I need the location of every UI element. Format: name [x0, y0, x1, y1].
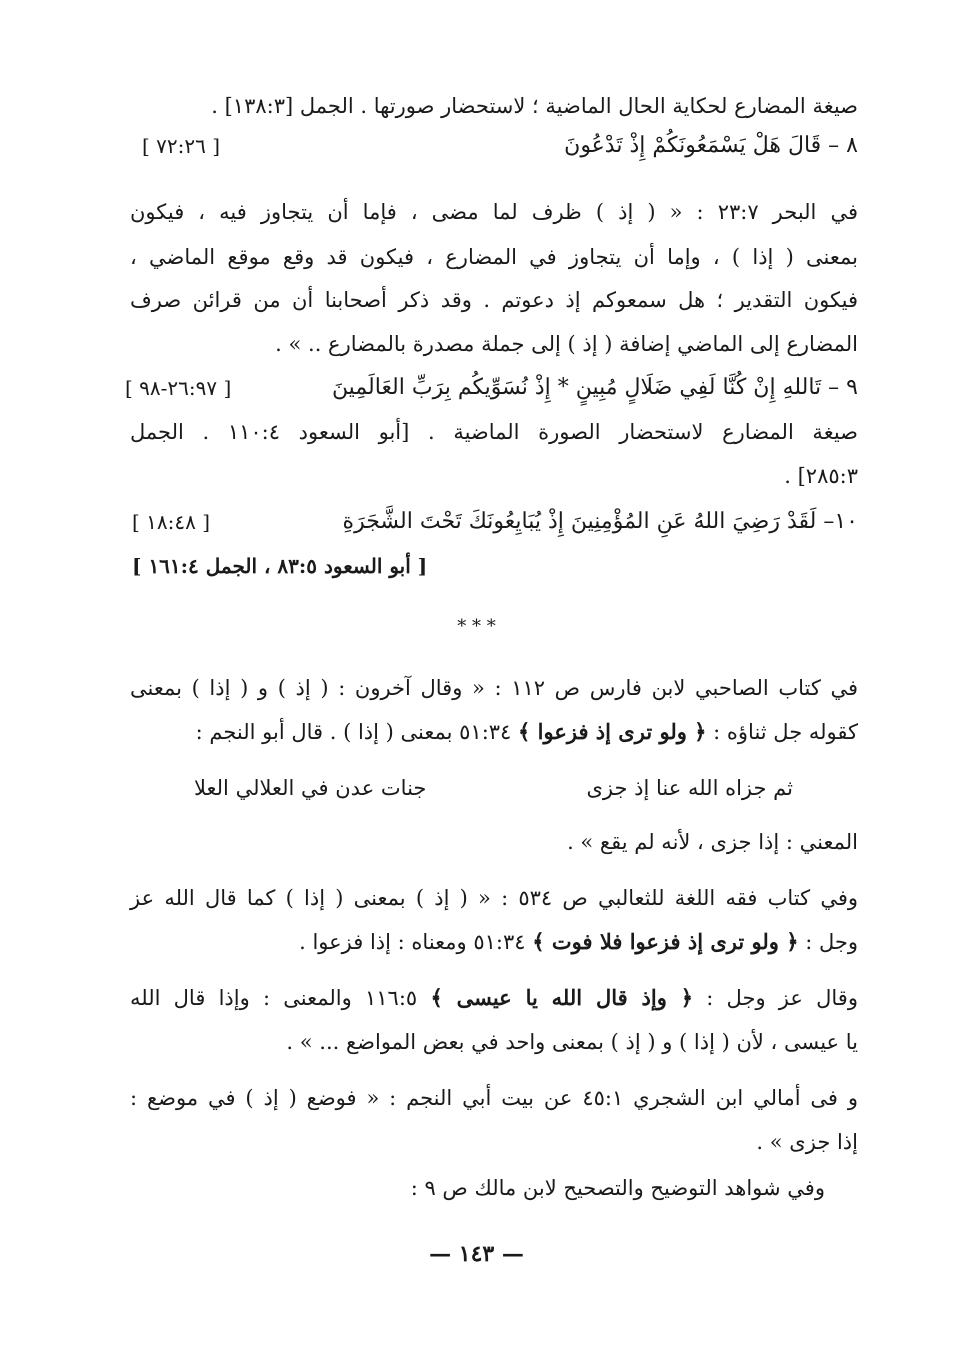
quran-verse-10: ١٠– لَقَدْ رَضِيَ اللهُ عَنِ المُؤْمِنِينَ إِذْ يُبَايِعُونَكَ تَحْتَ الشَّجَرَةِ: [342, 509, 858, 534]
quran-quote: ﴿ ولو ترى إذ فزعوا ﴾: [518, 719, 707, 744]
page-number: — ١٤٣ —: [429, 1241, 524, 1267]
paragraph-4-line-1: وفي كتاب فقه اللغة للثعالبي ص ٥٣٤ : « ( إذ ) بمعنى ( إذا ) كما قال الله عز: [130, 886, 858, 910]
poem-hemistich-first: ثم جزاه الله عنا إذ جزى: [586, 776, 793, 800]
paragraph-4-line-2: [299, 922, 858, 962]
text-segment: ٥١:٣٤ ومعناه : إذا فزعوا .: [299, 930, 533, 954]
text-segment: وجل :: [798, 930, 858, 954]
quran-quote: ﴿ وإذ قال الله يا عيسى ﴾: [430, 985, 694, 1010]
verse-8-reference: [ ٧٢:٢٦ ]: [142, 134, 221, 158]
text-line-1: صيغة المضارع لحكاية الحال الماضية ؛ لاستحضار صورتها . الجمل [١٣٨:٣] .: [211, 94, 858, 118]
text-segment: كقوله جل ثناؤه :: [706, 720, 858, 744]
paragraph-1-line-2: بمعنى ( إذا ) ، وإما أن يتجاوز في المضارع ، فيكون قد وقع موقع الماضي ،: [130, 245, 858, 269]
paragraph-3-line-2: [196, 712, 858, 752]
paragraph-5-line-2: يا عيسى ، لأن ( إذا ) و ( إذ ) بمعنى واحد في بعض المواضع ... » .: [286, 1030, 858, 1054]
text-segment: ٥١:٣٤ بمعنى ( إذا ) . قال أبو النجم :: [195, 720, 519, 744]
verse-9-reference: [ ٢٦:٩٧-٩٨ ]: [125, 376, 232, 400]
verse-10-sources: [ أبو السعود ٨٣:٥ ، الجمل ١٦١:٤ ]: [132, 554, 428, 578]
verse-10-reference: [ ١٨:٤٨ ]: [132, 510, 211, 534]
paragraph-3-line-4: المعني : إذا جزى ، لأنه لم يقع » .: [567, 830, 858, 854]
quran-quote: ﴿ ولو ترى إذ فزعوا فلا فوت ﴾: [532, 929, 799, 954]
paragraph-1-line-4: المضارع إلى الماضي إضافة ( إذ ) إلى جملة مصدرة بالمضارع .. » .: [275, 332, 858, 356]
text-segment: وقال عز وجل :: [693, 986, 858, 1010]
quran-verse-8: ٨ – قَالَ هَلْ يَسْمَعُونَكُمْ إِذْ تَدْعُونَ: [564, 133, 858, 158]
paragraph-1-line-1: في البحر ٢٣:٧ : « ( إذ ) ظرف لما مضى ، فإما أن يتجاوز فيه ، فيكون: [130, 200, 858, 224]
text-segment: ١١٦:٥ والمعنى : وإذا قال الله: [130, 986, 431, 1010]
paragraph-6-line-1: و فى أمالي ابن الشجري ٤٥:١ عن بيت أبي النجم : « فوضع ( إذ ) في موضع :: [130, 1086, 858, 1110]
paragraph-2-line-1: صيغة المضارع لاستحضار الصورة الماضية . [أبو السعود ١١٠:٤ . الجمل: [130, 420, 858, 444]
paragraph-3-line-1: في كتاب الصاحبي لابن فارس ص ١١٢ : « وقال آخرون : ( إذ ) و ( إذا ) بمعنى: [130, 676, 859, 700]
quran-verse-9: ٩ – تَاللهِ إِنْ كُنَّا لَفِي ضَلَالٍ مُبِينٍ * إِذْ نُسَوِّيكُم بِرَبِّ العَالَمِينَ: [331, 375, 858, 400]
section-separator-stars: * * *: [457, 616, 496, 637]
paragraph-1-line-3: فيكون التقدير ؛ هل سمعوكم إذ دعوتم . وقد ذكر أصحابنا أن من قرائن صرف: [130, 288, 858, 312]
paragraph-6-line-2: إذا جزى » .: [756, 1130, 858, 1154]
poem-hemistich-second: جنات عدن في العلالي العلا: [194, 776, 427, 800]
paragraph-7-line-1: وفي شواهد التوضيح والتصحيح لابن مالك ص ٩ :: [410, 1176, 825, 1200]
paragraph-5-line-1: [130, 978, 858, 1018]
paragraph-2-line-2: ٢٨٥:٣] .: [784, 464, 858, 488]
